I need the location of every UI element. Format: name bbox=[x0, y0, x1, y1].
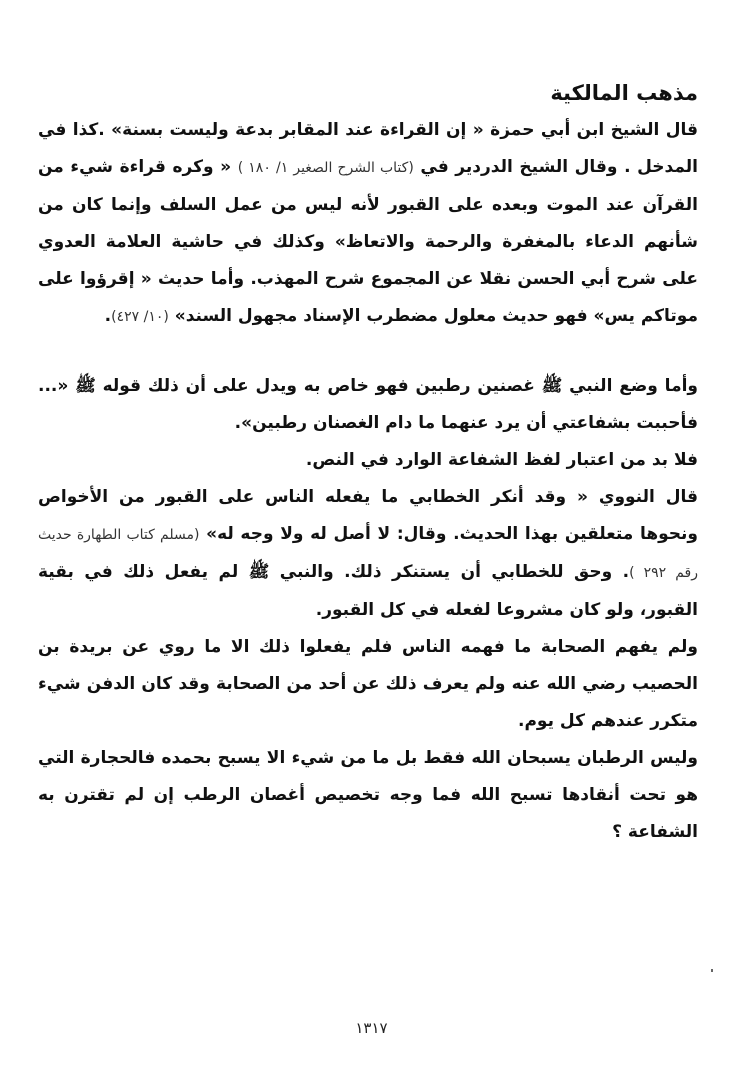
citation-reference: (مسلم كتاب الطهارة حديث رقم ٢٩٢ ) bbox=[38, 527, 698, 581]
paragraph-glorification: وليس الرطبان يسبحان الله فقط بل ما من شيء الا يسبح بحمده فالحجارة التي هو تحت أنقادها تسبح الله فما وجه تخصيص أغصان الرطب إن لم تقترن به الشفاعة ؟ bbox=[38, 748, 698, 842]
paragraph-spacer bbox=[38, 336, 698, 368]
scan-speck bbox=[711, 969, 713, 972]
page-number: ١٣١٧ bbox=[355, 1019, 388, 1037]
paragraph-maliki-scholars bbox=[38, 112, 698, 336]
section-heading: مذهب المالكية bbox=[550, 81, 698, 105]
citation-reference: (١٠/ ٤٢٧) bbox=[111, 309, 169, 325]
paragraph-text: . bbox=[104, 306, 112, 326]
paragraph-text: « وكره قراءة شيء من القرآن عند الموت وبعده على القبور لأنه ليس من عمل السلف وإنما كان من شأنهم الدعاء بالمغفرة والرحمة والاتعاظ» وكذلك في حاشية العلامة العدوي على شرح أبي الحسن نقلا عن المجموع شرح المهذب. وأما حديث « إقرؤوا على موتاكم يس» فهو حديث معلول مضطرب الإسناد مجهول السند» bbox=[38, 157, 698, 326]
paragraph-companions: ولم يفهم الصحابة ما فهمه الناس فلم يفعلوا ذلك الا ما روي عن بريدة بن الحصيب رضي الله عنه ولم يعرف ذلك عن أحد من الصحابة وقد كان الدفن شيء متكرر عندهم كل يوم. bbox=[38, 637, 698, 731]
paragraph-text: . وحق للخطابي أن يستنكر ذلك. والنبي ﷺ لم يفعل ذلك في بقية القبور، ولو كان مشروعا لفعله في كل القبور. bbox=[38, 562, 698, 620]
page-body bbox=[38, 78, 698, 851]
paragraph-intercession: فلا بد من اعتبار لفظ الشفاعة الوارد في النص. bbox=[305, 450, 698, 470]
paragraph-two-branches: وأما وضع النبي ﷺ غصنين رطبين فهو خاص به ويدل على أن ذلك قوله ﷺ «... فأحببت بشفاعتي أن يرد عنهما ما دام الغصنان رطبين». bbox=[38, 376, 698, 433]
paragraph-text: قال النووي « وقد أنكر الخطابي ما يفعله الناس على القبور من الأخواص ونحوها متعلقين بهذا الحديث. وقال: لا أصل له ولا وجه له» bbox=[38, 487, 698, 544]
citation-reference: (كتاب الشرح الصغير ١/ ١٨٠ ) bbox=[237, 160, 414, 176]
paragraph-nawawi bbox=[38, 479, 698, 629]
paragraph-text: قال الشيخ ابن أبي حمزة « إن القراءة عند المقابر بدعة وليست بسنة» .كذا في المدخل . وقال الشيخ الدردير في bbox=[38, 120, 698, 177]
